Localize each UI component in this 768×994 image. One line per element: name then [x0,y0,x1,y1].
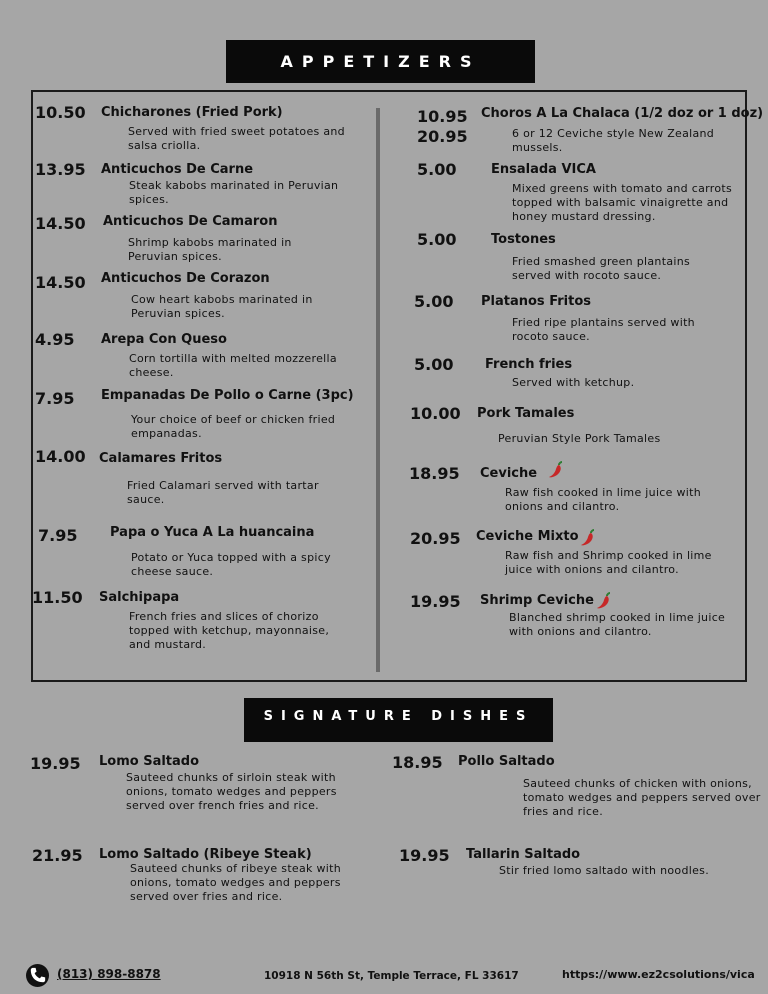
signature-name: Lomo Saltado [99,754,200,769]
signature-heading: SIGNATURE DISHES [244,698,553,742]
signature-price: 19.95 [399,846,450,865]
appetizer-price: 10.50 [35,103,86,122]
appetizer-name: Ceviche Mixto [476,529,579,544]
appetizer-desc: Raw fish and Shrimp cooked in lime juice with onions and cilantro. [505,549,712,576]
appetizer-name: Papa o Yuca A La huancaina [110,525,315,540]
signature-name: Tallarin Saltado [466,847,581,862]
appetizer-name: Arepa Con Queso [101,332,227,347]
appetizer-name: Pork Tamales [477,406,575,421]
appetizer-name: Empanadas De Pollo o Carne (3pc) [101,388,354,403]
signature-desc: Sauteed chunks of ribeye steak with onions, tomato wedges and peppers served over fries and rice. [130,862,342,903]
phone-link[interactable]: (813) 898-8878 [57,967,161,981]
appetizer-desc: Served with fried sweet potatoes and salsa criolla. [128,125,345,152]
appetizer-desc: Raw fish cooked in lime juice with onions and cilantro. [505,486,702,513]
appetizer-desc: Cow heart kabobs marinated in Peruvian spices. [131,293,313,320]
signature-desc: Stir fried lomo saltado with noodles. [499,864,709,877]
appetizer-name: Anticuchos De Corazon [101,271,270,286]
chili-pepper-icon [594,591,614,611]
appetizer-desc: 6 or 12 Ceviche style New Zealand mussels. [512,127,715,154]
appetizer-name: Ensalada VICA [491,162,596,177]
signature-price: 21.95 [32,846,83,865]
appetizer-name: Shrimp Ceviche [480,593,594,608]
column-divider [376,108,380,672]
appetizer-desc: French fries and slices of chorizo topped with ketchup, mayonnaise, and mustard. [129,610,330,651]
appetizer-desc: Shrimp kabobs marinated in Peruvian spices. [128,236,292,263]
appetizer-price: 5.00 [417,160,457,179]
signature-desc: Sauteed chunks of sirloin steak with onions, tomato wedges and peppers served over french fries and rice. [126,771,337,812]
appetizer-price: 19.95 [410,592,461,611]
appetizer-price: 10.95 [417,107,468,126]
appetizer-desc: Potato or Yuca topped with a spicy cheese sauce. [131,551,331,578]
appetizer-price: 7.95 [35,389,75,408]
appetizer-price: 10.00 [410,404,461,423]
appetizer-price-alt: 20.95 [417,127,468,146]
appetizer-desc: Fried ripe plantains served with rocoto sauce. [512,316,695,343]
website-link[interactable]: https://www.ez2csolutions/vica [562,968,755,981]
signature-desc: Sauteed chunks of chicken with onions, tomato wedges and peppers served over fries and rice. [523,777,761,818]
appetizer-name: French fries [485,357,573,372]
appetizer-price: 14.00 [35,447,86,466]
signature-price: 18.95 [392,753,443,772]
appetizer-name: Ceviche [480,466,538,481]
appetizer-name: Tostones [491,232,556,247]
appetizer-name: Anticuchos De Carne [101,162,254,177]
appetizer-name: Choros A La Chalaca (1/2 doz or 1 doz) [481,106,764,121]
phone-icon [26,964,49,987]
appetizer-price: 5.00 [417,230,457,249]
appetizer-desc: Fried Calamari served with tartar sauce. [127,479,319,506]
appetizer-price: 14.50 [35,214,86,233]
appetizer-desc: Fried smashed green plantains served with rocoto sauce. [512,255,691,282]
appetizer-price: 7.95 [38,526,78,545]
appetizer-price: 14.50 [35,273,86,292]
chili-pepper-icon [546,460,566,480]
appetizer-name: Calamares Fritos [99,451,223,466]
appetizer-desc: Served with ketchup. [512,376,635,389]
address-text: 10918 N 56th St, Temple Terrace, FL 33617 [264,970,519,982]
appetizer-price: 11.50 [32,588,83,607]
signature-name: Pollo Saltado [458,754,555,769]
chili-pepper-icon [578,528,598,548]
appetizer-name: Platanos Fritos [481,294,591,309]
appetizer-desc: Peruvian Style Pork Tamales [498,432,661,445]
appetizer-price: 4.95 [35,330,75,349]
appetizer-name: Chicharones (Fried Pork) [101,105,283,120]
appetizer-price: 5.00 [414,355,454,374]
appetizer-name: Salchipapa [99,590,180,605]
appetizer-price: 18.95 [409,464,460,483]
signature-price: 19.95 [30,754,81,773]
appetizer-desc: Your choice of beef or chicken fried empanadas. [131,413,336,440]
appetizers-heading: APPETIZERS [226,40,535,83]
appetizer-name: Anticuchos De Camaron [103,214,278,229]
signature-name: Lomo Saltado (Ribeye Steak) [99,847,312,862]
appetizer-price: 20.95 [410,529,461,548]
appetizer-price: 5.00 [414,292,454,311]
appetizer-desc: Mixed greens with tomato and carrots topped with balsamic vinaigrette and honey mustard dressing. [512,182,732,223]
appetizer-desc: Steak kabobs marinated in Peruvian spices. [129,179,339,206]
appetizer-desc: Blanched shrimp cooked in lime juice with onions and cilantro. [509,611,726,638]
appetizer-desc: Corn tortilla with melted mozzerella cheese. [129,352,337,379]
appetizer-price: 13.95 [35,160,86,179]
